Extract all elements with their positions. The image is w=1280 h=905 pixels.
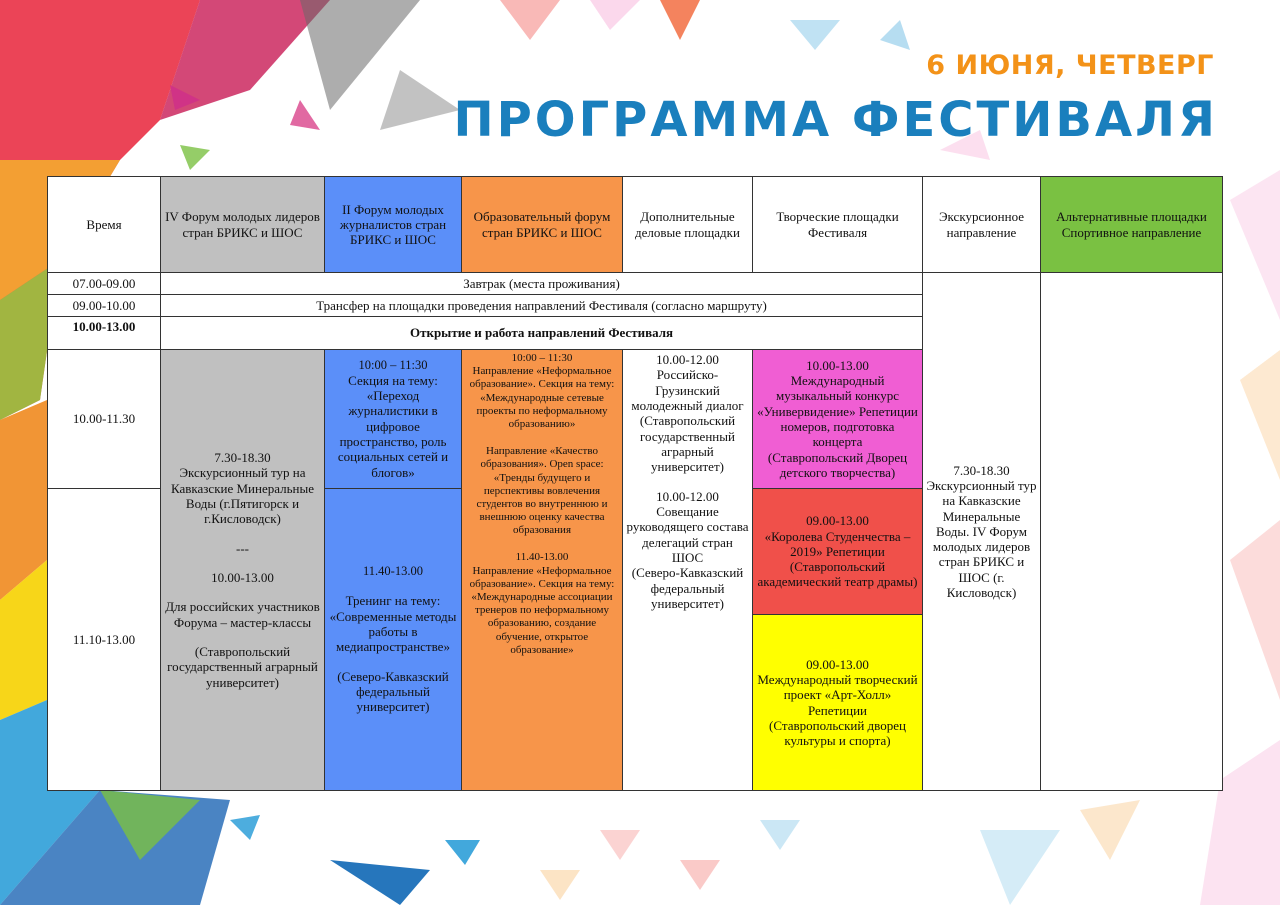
creative-c2-text: «Королева Студенчества – 2019» Репетиции — [764, 528, 911, 559]
leaders-forum-cell — [161, 350, 325, 791]
header-business-platforms: Дополнительные деловые площадки — [623, 177, 753, 273]
journalists-s1-text: Секция на тему: «Переход журналистики в цифровое пространство, роль социальных сетей и блогов» — [337, 372, 449, 480]
education-b3-text: Направление «Неформальное образование». Секция на тему: «Международные ассоциации тренеров по неформальному образованию, создание обучение, открытое образование» — [469, 564, 615, 656]
education-b1-time: 10:00 – 11:30 — [511, 352, 573, 364]
business-b1-time: 10.00-12.00 — [656, 352, 719, 367]
creative-c1-time: 10.00-13.00 — [806, 357, 869, 373]
leaders-separator: --- — [236, 540, 249, 556]
time-slot: 11.10-13.00 — [48, 489, 161, 791]
journalists-s1-time: 10:00 – 11:30 — [358, 357, 428, 372]
creative-art-hall — [753, 615, 923, 791]
table-header-row — [48, 177, 1223, 273]
row-text: Открытие и работа направлений Фестиваля — [161, 317, 923, 350]
education-b3-time: 11.40-13.00 — [515, 551, 569, 564]
date-heading: 6 ИЮНЯ, ЧЕТВЕРГ — [926, 50, 1214, 81]
row-time: 07.00-09.00 — [48, 273, 161, 295]
sports-cell — [1041, 273, 1223, 791]
journalists-s2-time: 11.40-13.00 — [363, 564, 423, 579]
journalists-s2-text: Тренинг на тему: «Современные методы работы в медиапространстве» — [329, 593, 457, 655]
business-b2-time: 10.00-12.00 — [656, 488, 719, 504]
table-row — [48, 273, 1223, 295]
creative-c3-text: Международный творческий проект «Арт-Холл» Репетиции — [757, 671, 918, 718]
journalists-session-1 — [325, 350, 462, 489]
creative-c1-text: Международный музыкальный конкурс «Универвидение» Репетиции номеров, подготовка концерта — [757, 373, 918, 450]
header-sports: Альтернативные площадки Спортивное направление — [1041, 177, 1223, 273]
row-time: 09.00-10.00 — [48, 295, 161, 317]
leaders-time-2: 10.00-13.00 — [211, 570, 274, 585]
business-b2-text: Совещание руководящего состава делегаций стран ШОС — [626, 503, 749, 565]
schedule-table — [47, 176, 1223, 791]
excursion-text: Экскурсионный тур на Кавказские Минеральные Воды. IV Форум молодых лидеров стран БРИКС и ШОС (г. Кисловодск) — [926, 477, 1037, 601]
leaders-time: 7.30-18.30 — [214, 450, 271, 466]
header-education-forum: Образовательный форум стран БРИКС и ШОС — [462, 177, 623, 273]
time-slot: 10.00-11.30 — [48, 350, 161, 489]
leaders-venue: (Ставропольский государственный аграрный университет) — [167, 643, 318, 690]
business-b2-venue: (Северо-Кавказский федеральный университет) — [631, 565, 744, 611]
header-excursion: Экскурсионное направление — [923, 177, 1041, 273]
creative-student-queen — [753, 489, 923, 615]
row-text: Трансфер на площадки проведения направлений Фестиваля (согласно маршруту) — [161, 295, 923, 317]
header-time: Время — [48, 177, 161, 273]
creative-c1-venue: (Ставропольский Дворец детского творчества) — [767, 449, 908, 480]
business-cell — [623, 350, 753, 791]
journalists-session-2 — [325, 489, 462, 791]
creative-c2-venue: (Ставропольский академический театр драмы) — [757, 559, 918, 590]
header-journalists-forum: II Форум молодых журналистов стран БРИКС и ШОС — [325, 177, 462, 273]
row-text: Завтрак (места проживания) — [161, 273, 923, 295]
header-creative-platforms: Творческие площадки Фестиваля — [753, 177, 923, 273]
education-forum-cell — [462, 350, 623, 791]
leaders-masterclass: Для российских участников Форума – мастер-классы — [165, 599, 320, 630]
page-title: ПРОГРАММА ФЕСТИВАЛЯ — [453, 92, 1218, 148]
business-b1-text: Российско-Грузинский молодежный диалог — [631, 367, 744, 413]
education-b2-text: Направление «Качество образования». Open space: «Тренды будущего и перспективы вовлечения студентов во внутреннюю и внешнюю оценку качества образования — [476, 445, 608, 537]
leaders-tour: Экскурсионный тур на Кавказские Минеральные Воды (г.Пятигорск и г.Кисловодск) — [171, 465, 314, 527]
business-b1-venue: (Ставропольский государственный аграрный университет) — [639, 413, 736, 475]
excursion-cell — [923, 273, 1041, 791]
creative-c3-venue: (Ставропольский дворец культуры и спорта) — [769, 717, 906, 749]
creative-c3-time: 09.00-13.00 — [806, 656, 869, 672]
creative-c2-time: 09.00-13.00 — [806, 513, 869, 529]
excursion-time: 7.30-18.30 — [953, 462, 1010, 478]
creative-univervision — [753, 350, 923, 489]
row-time: 10.00-13.00 — [48, 317, 161, 350]
journalists-s2-venue: (Северо-Кавказский федеральный университет) — [337, 668, 449, 715]
header-leaders-forum: IV Форум молодых лидеров стран БРИКС и ШОС — [161, 177, 325, 273]
education-b1-text: Направление «Неформальное образование». Секция на тему: «Международные сетевые проекты по неформальному образованию» — [469, 365, 615, 430]
